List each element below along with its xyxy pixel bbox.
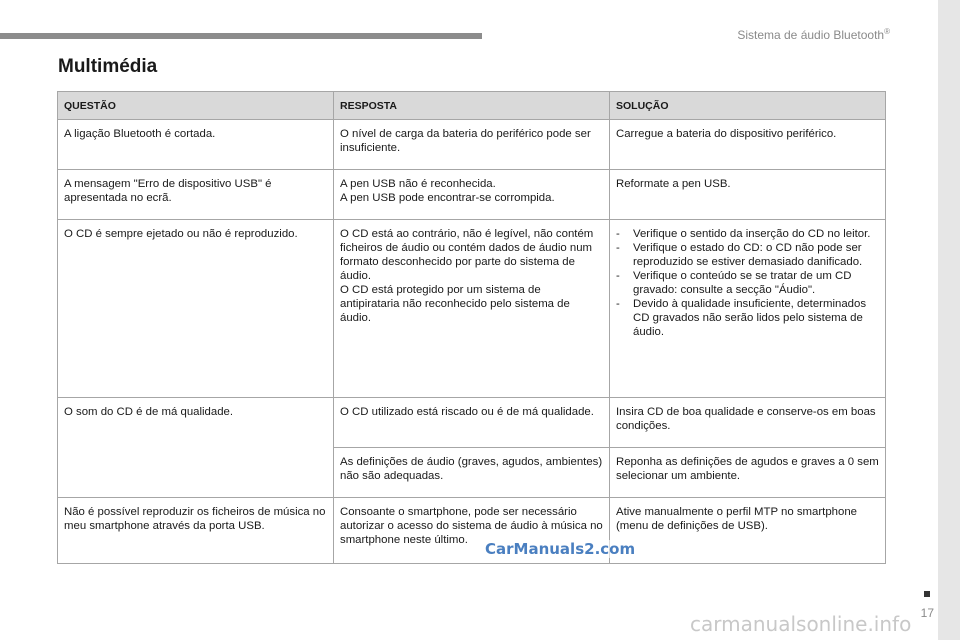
- section-title: Sistema de áudio Bluetooth: [737, 28, 885, 42]
- table-row: [58, 498, 886, 564]
- answer-cell: O nível de carga da bateria do periférico pode ser insuficiente.: [334, 120, 610, 170]
- question-cell: O som do CD é de má qualidade.: [58, 398, 334, 498]
- watermark-carmanuals2: CarManuals2.com: [485, 540, 636, 558]
- question-cell: A ligação Bluetooth é cortada.: [58, 120, 334, 170]
- answer-cell: A pen USB não é reconhecida. A pen USB pode encontrar-se corrompida.: [334, 170, 610, 220]
- solution-cell: [610, 220, 886, 398]
- table-row: [58, 220, 886, 398]
- question-cell: Não é possível reproduzir os ficheiros de música no meu smartphone através da porta USB.: [58, 498, 334, 564]
- table-row: [58, 170, 886, 220]
- solution-cell: Carregue a bateria do dispositivo periférico.: [610, 120, 886, 170]
- list-item: - Verifique o conteúdo se se tratar de um CD gravado: consulte a secção "Áudio".: [616, 270, 852, 296]
- page-edge-strip: [938, 0, 960, 640]
- solution-list: [616, 227, 879, 339]
- list-item: - Verifique o sentido da inserção do CD no leitor.: [616, 228, 871, 240]
- table-header-row: [58, 92, 886, 120]
- solution-cell: Reponha as definições de agudos e graves a 0 sem selecionar um ambiente.: [610, 448, 886, 498]
- answer-cell: As definições de áudio (graves, agudos, ambientes) não são adequadas.: [334, 448, 610, 498]
- list-item: - Verifique o estado do CD: o CD não pode ser reproduzido se estiver demasiado danificado.: [616, 242, 863, 268]
- list-item: - Devido à qualidade insuficiente, determinados CD gravados não serão lidos pelo sistema de áudio.: [616, 298, 867, 338]
- answer-cell: O CD utilizado está riscado ou é de má qualidade.: [334, 398, 610, 448]
- answer-cell: Consoante o smartphone, pode ser necessário autorizar o acesso do sistema de áudio à música no smartphone neste último.: [334, 498, 610, 564]
- solution-cell: Ative manualmente o perfil MTP no smartphone (menu de definições de USB).: [610, 498, 886, 564]
- troubleshooting-table: [57, 91, 886, 564]
- watermark-carmanualsonline: carmanualsonline.info: [690, 612, 912, 636]
- table-row: [58, 398, 886, 448]
- question-cell: A mensagem "Erro de dispositivo USB" é apresentada no ecrã.: [58, 170, 334, 220]
- solution-cell: Insira CD de boa qualidade e conserve-os em boas condições.: [610, 398, 886, 448]
- section-header: [737, 27, 890, 42]
- question-cell: O CD é sempre ejetado ou não é reproduzido.: [58, 220, 334, 398]
- page-title: Multimédia: [58, 56, 158, 77]
- section-end-square-icon: [924, 591, 930, 597]
- column-header-solution: SOLUÇÃO: [610, 92, 886, 120]
- answer-cell: O CD está ao contrário, não é legível, não contém ficheiros de áudio ou contém dados de áudio num formato desconhecido por parte do sistema de áudio. O CD está protegido por um sistema de antipirataria não reconhecido pelo sistema de áudio.: [334, 220, 610, 398]
- header-rule: [0, 33, 482, 39]
- registered-mark: ®: [884, 27, 890, 36]
- page-number: 17: [920, 606, 934, 620]
- column-header-answer: RESPOSTA: [334, 92, 610, 120]
- table-row: [58, 120, 886, 170]
- column-header-question: QUESTÃO: [58, 92, 334, 120]
- solution-cell: Reformate a pen USB.: [610, 170, 886, 220]
